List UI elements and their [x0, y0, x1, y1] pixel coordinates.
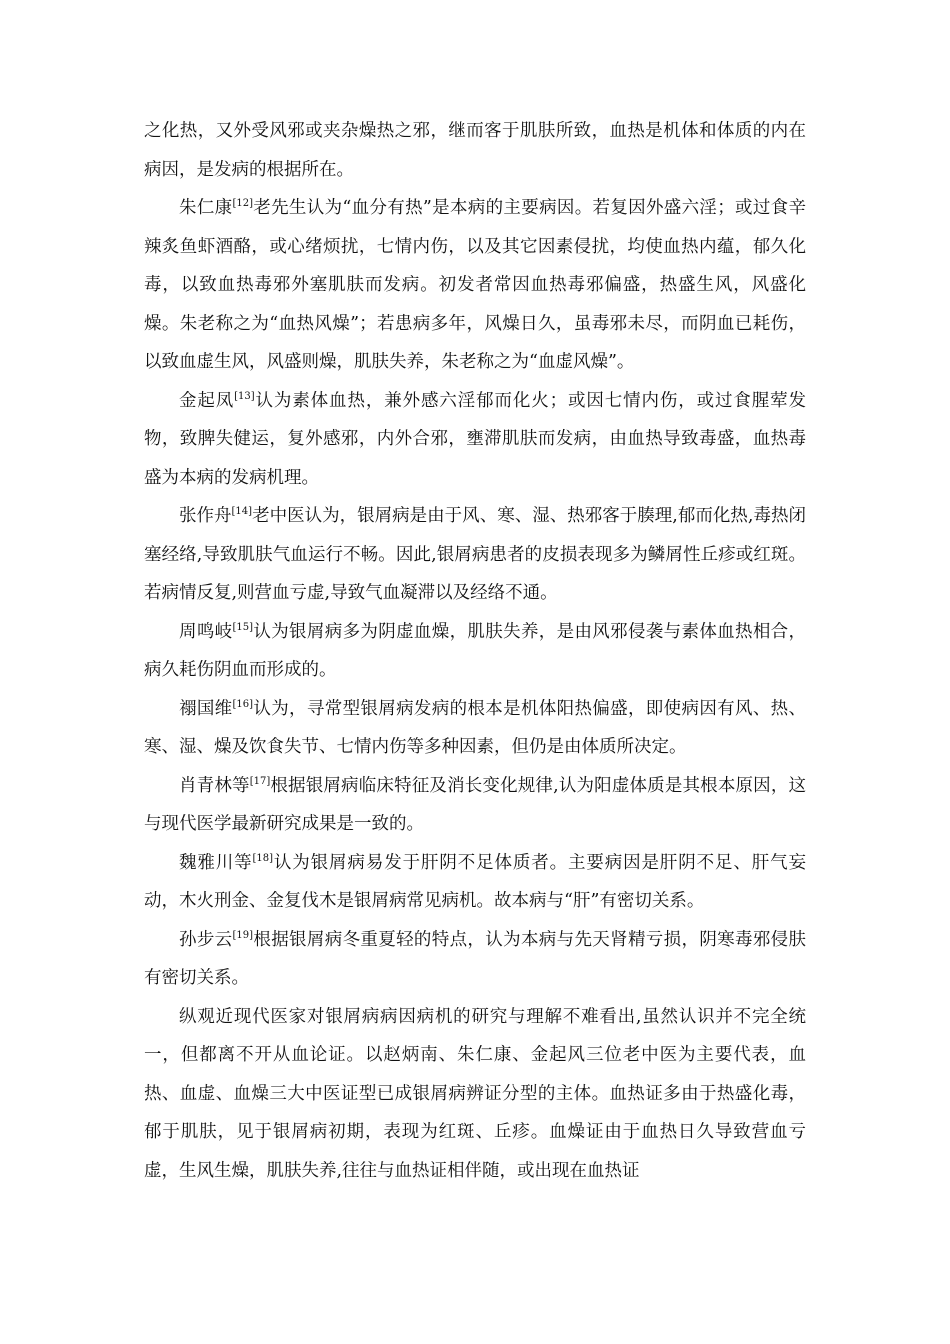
paragraph-text: 认为银屑病易发于肝阴不足体质者。主要病因是肝阴不足、肝气妄动，木火刑金、金复伐木是银屑病常见病机。故本病与“肝”有密切关系。 [144, 852, 807, 911]
paragraph-text: 根据银屑病冬重夏轻的特点，认为本病与先天肾精亏损，阴寒毒邪侵肤有密切关系。 [144, 929, 807, 988]
paragraph-text: 认为素体血热，兼外感六淫郁而化火；或因七情内伤，或过食腥荤发物，致脾失健运，复外感邪，内外合邪，壅滞肌肤而发病，由血热导致毒盛，血热毒盛为本病的发病机理。 [144, 390, 807, 488]
paragraph-zhou-mingqi [144, 613, 806, 690]
citation-ref: [15] [232, 621, 254, 633]
paragraph-summary [144, 998, 806, 1191]
paragraph-text: 之化热，又外受风邪或夹杂燥热之邪，继而客于肌肤所致，血热是机体和体质的内在病因，是发病的根据所在。 [144, 121, 806, 180]
paragraph-text: 认为银屑病多为阴虚血燥，肌肤失养，是由风邪侵袭与素体血热相合，病久耗伤阴血而形成的。 [144, 621, 807, 680]
paragraph-zhang-zuozhou [144, 497, 806, 613]
paragraph-text: 认为，寻常型银屑病发病的根本是机体阳热偏盛，即使病因有风、热、寒、湿、燥及饮食失节、七情内伤等多种因素，但仍是由体质所决定。 [144, 698, 807, 757]
author-name: 周鸣岐 [179, 621, 233, 642]
author-name: 金起凤 [179, 390, 235, 411]
paragraph-text: 纵观近现代医家对银屑病病因病机的研究与理解不难看出,虽然认识并不完全统一，但都离不开从血论证。以赵炳南、朱仁康、金起风三位老中医为主要代表，血热、血虚、血燥三大中医证型已成银屑病辨证分型的主体。血热证多由于热盛化毒，郁于肌肤，见于银屑病初期，表现为红斑、丘疹。血燥证由于血热日久导致营血亏虚，生风生燥，肌肤失养,往往与血热证相伴随，或出现在血热证 [144, 1006, 806, 1181]
paragraph-xiao-qinglin [144, 767, 806, 844]
author-name: 张作舟 [179, 506, 232, 526]
citation-ref: [12] [232, 198, 253, 209]
citation-ref: [13] [234, 390, 255, 402]
paragraph-zhu-renkang [144, 189, 806, 382]
body-text [144, 112, 806, 1190]
citation-ref: [19] [232, 929, 254, 941]
citation-ref: [17] [249, 775, 271, 787]
paragraph-wei-yachuan [144, 844, 806, 921]
citation-ref: [18] [252, 852, 274, 864]
author-name: 朱仁康 [179, 198, 233, 218]
paragraph-jin-qifeng [144, 382, 806, 498]
author-name: 魏雅川等 [179, 852, 253, 873]
paragraph-sun-buyun [144, 921, 806, 998]
author-name: 孙步云 [179, 929, 233, 950]
author-name: 禤国维 [179, 698, 233, 719]
paragraph-text: 根据银屑病临床特征及消长变化规律,认为阳虚体质是其根本原因，这与现代医学最新研究成果是一致的。 [144, 775, 807, 834]
paragraph-text: 老中医认为，银屑病是由于风、寒、湿、热邪客于腠理,郁而化热,毒热闭塞经络,导致肌肤气血运行不畅。因此,银屑病患者的皮损表现多为鳞屑性丘疹或红斑。若病情反复,则营血亏虚,导致气血凝滞以及经络不通。 [144, 506, 807, 603]
paragraph-xuan-guowei [144, 690, 806, 767]
paragraph-text: 老先生认为“血分有热”是本病的主要病因。若复因外盛六淫；或过食辛辣炙鱼虾酒酪，或心绪烦扰，七情内伤，以及其它因素侵扰，均使血热内蕴，郁久化毒，以致血热毒邪外塞肌肤而发病。初发者常因血热毒邪偏盛，热盛生风，风盛化燥。朱老称之为“血热风燥”；若患病多年，风燥日久，虽毒邪未尽，而阴血已耗伤，以致血虚生风，风盛则燥，肌肤失养，朱老称之为“血虚风燥”。 [144, 198, 806, 372]
citation-ref: [16] [232, 698, 254, 710]
paragraph-continuation [144, 112, 806, 189]
citation-ref: [14] [231, 506, 253, 517]
author-name: 肖青林等 [179, 775, 250, 796]
